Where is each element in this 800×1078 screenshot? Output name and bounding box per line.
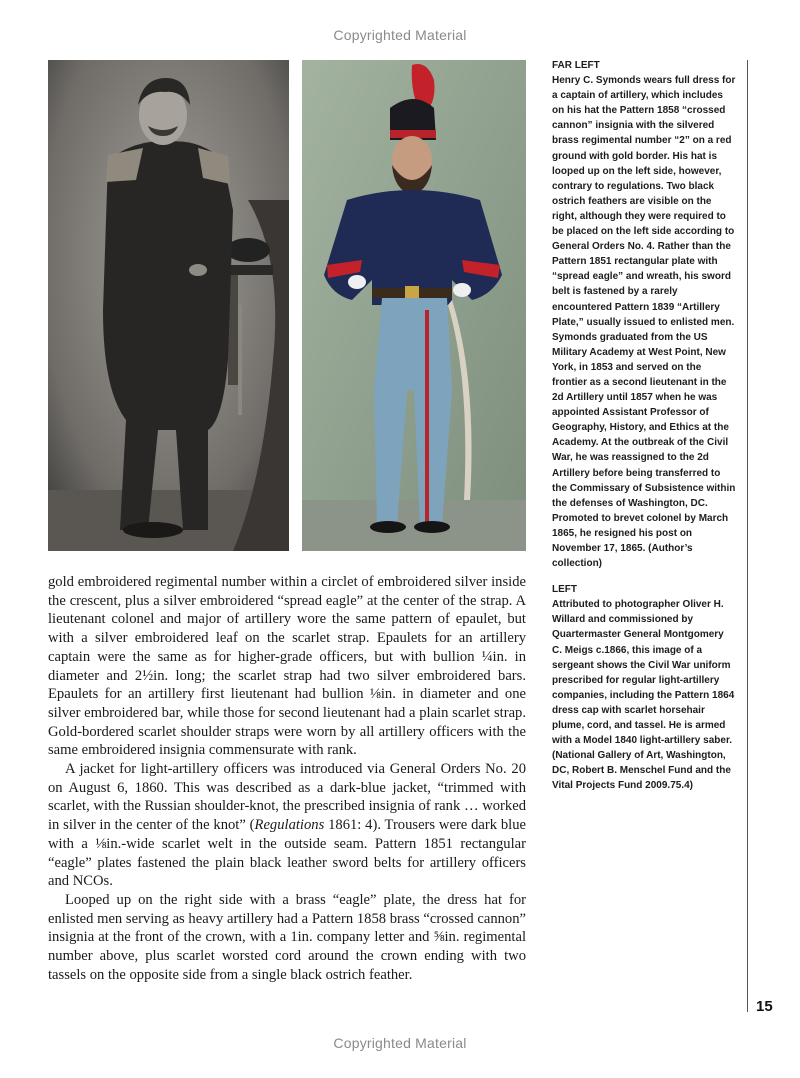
sidebar-divider-rule [747, 60, 748, 1012]
caption-sidebar [552, 58, 736, 794]
photo-officer-portrait [48, 60, 289, 551]
paragraph-dress-hat: Looped up on the right side with a brass “eagle” plate, the dress hat for enlisted men serving as heavy artillery had a Pattern 1858 brass “crossed cannon” insignia at the front of the crown, with a 1in. company letter and ⅝in. regimental number above, plus scarlet worsted cord around the crown ending with two tassels on the opposite side from a single black ostrich feather. [48, 891, 526, 983]
caption-left-heading: LEFT [552, 584, 577, 596]
paragraph-jacket [48, 760, 526, 891]
photo-sergeant-portrait [302, 60, 526, 551]
caption-far-left-heading: FAR LEFT [552, 60, 600, 71]
copyright-watermark-bottom: Copyrighted Material [333, 1035, 467, 1051]
page-number: 15 [756, 998, 773, 1015]
paragraph-jacket-part1: A jacket for light-artillery officers was introduced via General Orders No. 20 on August 6, 1860. This was described as a dark-blue jacket, “trimmed with scarlet, with the Russian shoulder-knot, the prescribed insignia of rank … worked in silver in the center of the knot” ( [48, 761, 526, 834]
paragraph-jacket-part2: 1861: 4). Trousers were dark blue with a ⅛in.-wide scarlet welt in the outside seam. Pattern 1851 rectangular “eagle” plates fastened the plain black leather sword belts for artillery officers and NCOs. [48, 817, 526, 890]
portrait-photo-sergeant-icon [302, 60, 526, 551]
caption-far-left [552, 58, 736, 571]
caption-left-text: Attributed to photographer Oliver H. Willard and commissioned by Quartermaster General Montgomery C. Meigs c.1866, this image of a sergeant shows the Civil War uniform prescribed for regular light-artillery companies, including the Pattern 1864 dress cap with scarlet horsehair plume, cord, and tassel. He is armed with a Model 1840 light-artillery saber. (National Gallery of Art, Washington, DC, Robert B. Menschel Fund and the Vital Projects Fund 2009.75.4) [552, 599, 735, 792]
copyright-watermark-top: Copyrighted Material [333, 27, 467, 43]
portrait-photo-officer-icon [48, 60, 289, 551]
article-body-text [48, 573, 526, 984]
caption-far-left-text: Henry C. Symonds wears full dress for a captain of artillery, which includes on his hat the Pattern 1858 “crossed cannon” insignia with the silvered brass regimental number “2” on a red ground with gold border. His hat is looped up on the left side, however, contrary to regulations. Two black ostrich feathers are visible on the right, although they were required to be placed on the left side according to General Orders No. 4. Rather than the Pattern 1851 rectangular plate with “spread eagle” and wreath, his sword belt is fastened by a rarely encountered Pattern 1839 “Artillery Plate,” usually issued to enlisted men. Symonds graduated from the US Military Academy at West Point, New York, in 1853 and served on the frontier as a second lieutenant in the 2d Artillery until 1857 when he was appointed Assistant Professor of Geography, History, and Ethics at the Academy. At the outbreak of the Civil War, he was reassigned to the 2d Artillery before being transferred to the Commissary of Subsistence within the defenses of Washington, DC. Promoted to brevet colonel by March 1865, he resigned his post on November 17, 1865. (Author’s collection) [552, 75, 736, 570]
paragraph-epaulets: gold embroidered regimental number within a circlet of embroidered silver inside the crescent, plus a silver embroidered “spread eagle” at the center of the strap. A lieutenant colonel and major of artillery wore the same pattern of epaulet, but with a silver embroidered leaf on the scarlet strap. Epaulets for an artillery captain were the same as for higher-grade officers, but with bullion ¼in. in diameter and 2½in. long; the scarlet strap had two silver embroidered bars. Epaulets for an artillery first lieutenant had bullion ⅛in. in diameter and one silver embroidered bar, while those for second lieutenant had a plain scarlet strap. Gold-bordered scarlet shoulder straps were worn by all artillery officers with the same embroidered insignia commensurate with rank. [48, 574, 526, 759]
caption-left [552, 582, 736, 793]
regulations-italic: Regulations [254, 817, 325, 834]
